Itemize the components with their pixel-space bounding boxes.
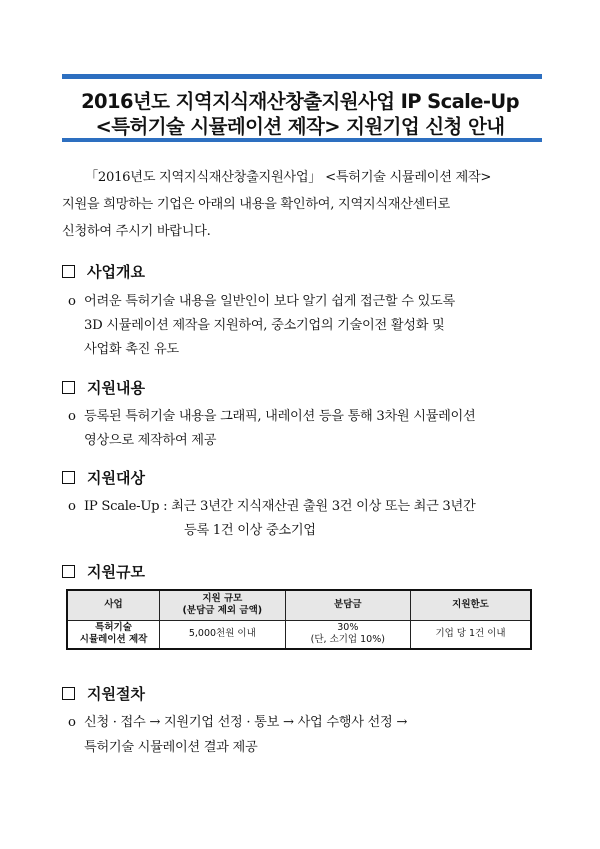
header-limit: 지원한도 — [411, 590, 531, 620]
checkbox-square-icon — [62, 471, 75, 484]
section-heading-text: 지원절차 — [87, 685, 145, 703]
title-top-rule — [62, 74, 542, 79]
intro-line-3: 신청하여 주시기 바랍니다. — [62, 224, 211, 239]
header-share: 분담금 — [285, 590, 410, 620]
checkbox-square-icon — [62, 687, 75, 700]
section-heading-scale — [62, 561, 145, 582]
table-header-row — [67, 590, 531, 620]
checkbox-square-icon — [62, 565, 75, 578]
target-bullet — [68, 495, 475, 514]
cell-project — [67, 620, 160, 649]
header-project: 사업 — [67, 590, 160, 620]
content-bullet — [68, 405, 475, 424]
overview-line-3: 사업화 촉진 유도 — [84, 342, 179, 357]
bullet-text: IP Scale-Up : 최근 3년간 지식재산권 출원 3건 이상 또는 최근 3년간 — [84, 499, 476, 514]
cell-share-line-2: (단, 소기업 10%) — [310, 634, 385, 646]
section-heading-text: 지원대상 — [87, 469, 145, 487]
title-line-2: <특허기술 시뮬레이션 제작> 지원기업 신청 안내 — [95, 115, 505, 138]
cell-limit: 기업 당 1건 이내 — [411, 620, 531, 649]
section-heading-overview — [62, 261, 145, 282]
bullet-text: 등록된 특허기술 내용을 그래픽, 내레이션 등을 통해 3차원 시뮬레이션 — [84, 409, 476, 424]
title-line-1: 2016년도 지역지식재산창출지원사업 IP Scale-Up — [81, 90, 519, 113]
section-heading-target — [62, 467, 145, 488]
header-amount — [160, 590, 285, 620]
cell-project-line-2: 시뮬레이션 제작 — [79, 634, 148, 646]
procedure-line-2: 특허기술 시뮬레이션 결과 제공 — [84, 740, 258, 755]
target-line-2: 등록 1건 이상 중소기업 — [184, 523, 316, 538]
procedure-bullet — [68, 711, 407, 730]
intro-line-1: 「2016년도 지역지식재산창출지원사업」 <특허기술 시뮬레이션 제작> — [85, 170, 492, 185]
cell-share-line-1: 30% — [337, 622, 359, 634]
overview-line-2: 3D 시뮬레이션 제작을 지원하여, 중소기업의 기술이전 활성화 및 — [84, 318, 445, 333]
bullet-marker: o — [68, 294, 76, 309]
section-heading-text: 지원규모 — [87, 563, 145, 581]
cell-amount: 5,000천원 이내 — [160, 620, 285, 649]
section-heading-procedure — [62, 683, 145, 704]
overview-bullet — [68, 290, 455, 309]
bullet-marker: o — [68, 409, 76, 424]
checkbox-square-icon — [62, 265, 75, 278]
support-scale-table — [66, 589, 532, 650]
intro-line-2: 지원을 희망하는 기업은 아래의 내용을 확인하여, 지역지식재산센터로 — [62, 197, 450, 212]
cell-share — [285, 620, 410, 649]
header-amount-line-1: 지원 규모 — [202, 593, 243, 605]
title-bottom-rule — [62, 138, 542, 142]
content-line-2: 영상으로 제작하여 제공 — [84, 433, 217, 448]
section-heading-text: 사업개요 — [87, 263, 145, 281]
bullet-marker: o — [68, 715, 76, 730]
checkbox-square-icon — [62, 381, 75, 394]
cell-project-line-1: 특허기술 — [95, 622, 132, 634]
table-row — [67, 620, 531, 649]
section-heading-text: 지원내용 — [87, 379, 145, 397]
section-heading-content — [62, 377, 145, 398]
bullet-text: 신청 · 접수 → 지원기업 선정 · 통보 → 사업 수행사 선정 → — [84, 715, 408, 730]
bullet-text: 어려운 특허기술 내용을 일반인이 보다 알기 쉽게 접근할 수 있도록 — [84, 294, 455, 309]
bullet-marker: o — [68, 499, 76, 514]
header-amount-line-2: (분담금 제외 금액) — [182, 605, 263, 617]
